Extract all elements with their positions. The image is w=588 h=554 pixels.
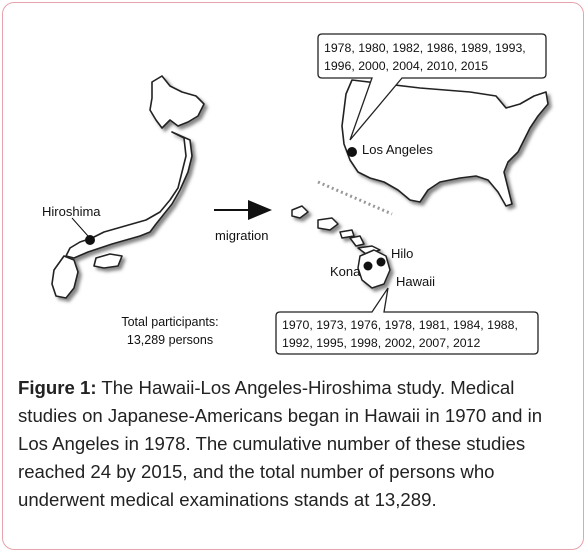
la-years-line1: 1978, 1980, 1982, 1986, 1989, 1993,: [324, 41, 526, 55]
hawaii-label: Hawaii: [396, 274, 436, 289]
hawaii-years-line2: 1992, 1995, 1998, 2002, 2007, 2012: [282, 336, 481, 350]
hiroshima-label: Hiroshima: [42, 204, 101, 219]
hiroshima-marker: [85, 235, 95, 245]
migration-label: migration: [215, 228, 269, 243]
hilo-label: Hilo: [391, 246, 414, 261]
los-angeles-label: Los Angeles: [362, 142, 433, 157]
island-chain: [318, 182, 392, 214]
hawaii-years-line1: 1970, 1973, 1976, 1978, 1981, 1984, 1988,: [282, 318, 518, 332]
hilo-marker: [377, 258, 386, 267]
los-angeles-marker: [347, 147, 357, 157]
kona-marker: [364, 262, 373, 271]
la-years-line2: 1996, 2000, 2004, 2010, 2015: [324, 59, 489, 73]
hiroshima-leader: [72, 218, 88, 236]
kona-label: Kona: [330, 264, 361, 279]
total-participants-label: Total participants:: [121, 315, 219, 329]
caption-text: The Hawaii-Los Angeles-Hiroshima study. Medical studies on Japanese-Americans began in Hawaii in 1970 and in Los Angeles in 1978. The cumulative number of these studies reached 24 by 2015, and the total number of persons who underwent medical examinations stands at 13,289.: [18, 377, 543, 510]
total-participants-value: 13,289 persons: [126, 333, 214, 347]
hawaii-years-callout: [276, 288, 538, 354]
japan-map: [52, 76, 204, 298]
caption-label: Figure 1:: [18, 377, 97, 398]
figure-caption: [18, 374, 574, 514]
